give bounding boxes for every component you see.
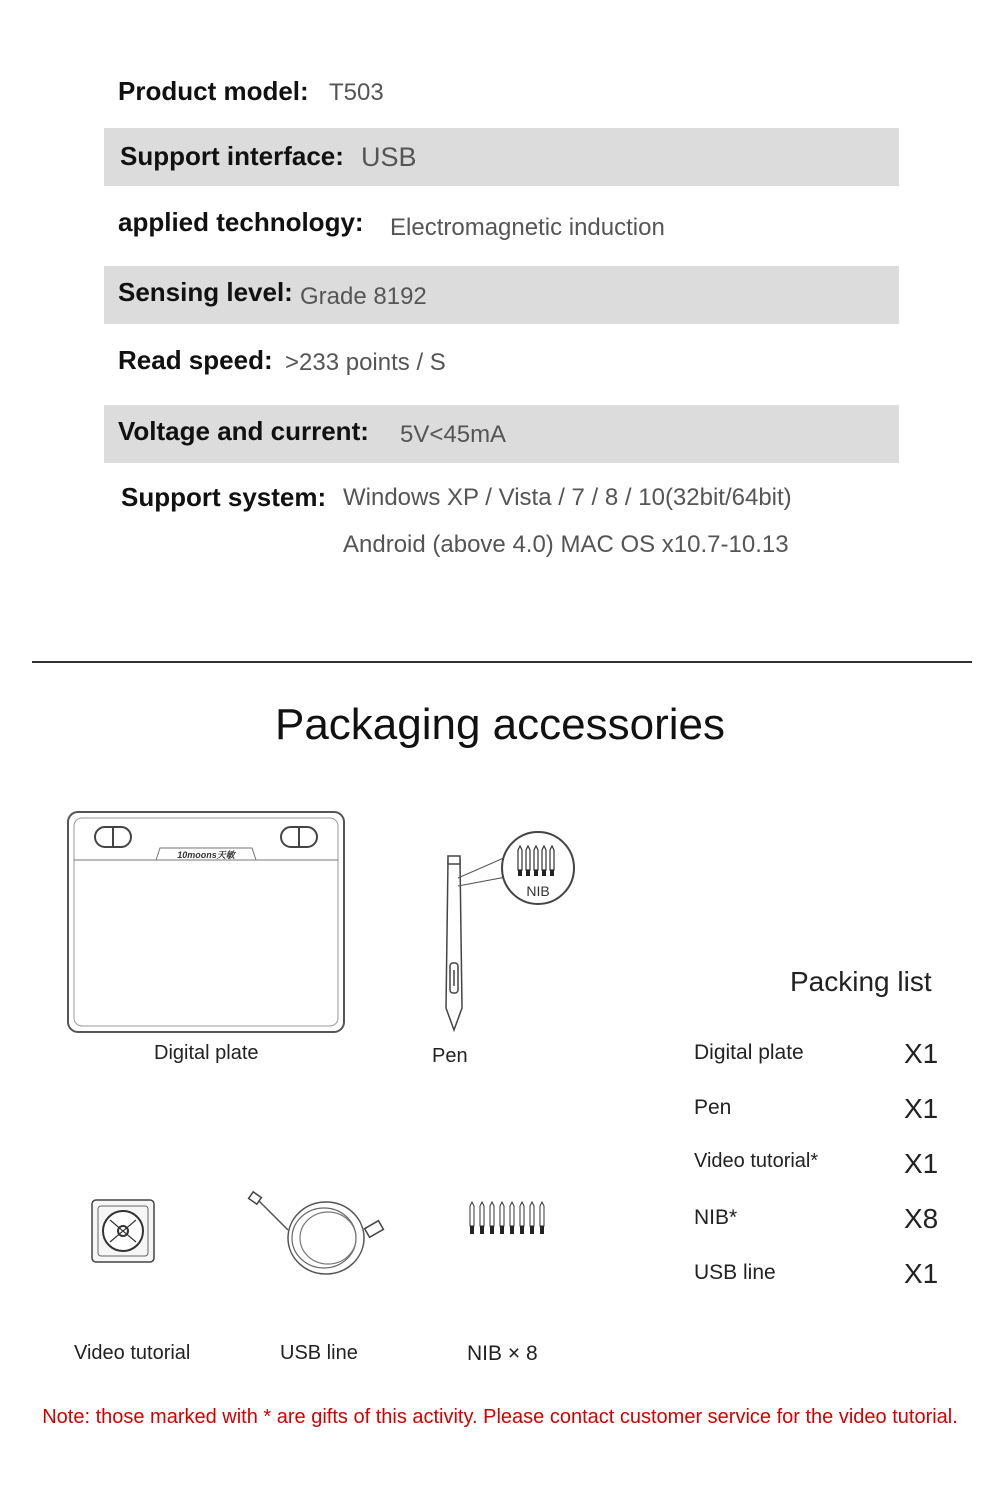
spec-value-system: Windows XP / Vista / 7 / 8 / 10(32bit/64bit) xyxy=(343,484,792,511)
spec-label-system: Support system: xyxy=(121,482,327,512)
nib-set-image xyxy=(468,1200,546,1236)
spec-label-voltage: Voltage and current: xyxy=(118,416,369,446)
packing-item-name: NIB* xyxy=(694,1206,738,1229)
spec-label-speed: Read speed: xyxy=(118,345,273,375)
spec-label-technology: applied technology: xyxy=(118,207,364,237)
packing-item-qty: X1 xyxy=(904,1038,939,1069)
usb-line-image xyxy=(248,1190,388,1280)
spec-value-sensing: Grade 8192 xyxy=(300,283,427,310)
packing-item-qty: X1 xyxy=(904,1093,939,1124)
spec-label-sensing: Sensing level: xyxy=(118,277,293,307)
packing-item-name: Video tutorial* xyxy=(694,1150,819,1172)
spec-value-technology: Electromagnetic induction xyxy=(390,214,665,241)
caption-pen: Pen xyxy=(432,1045,468,1067)
packing-item-qty: X8 xyxy=(904,1203,939,1234)
packing-list-title: Packing list xyxy=(790,966,932,997)
packing-item-qty: X1 xyxy=(904,1148,939,1179)
spec-value-interface: USB xyxy=(361,142,417,172)
tablet-brand-logo: 10moons天敏 xyxy=(177,850,235,860)
section-title: Packaging accessories xyxy=(274,700,725,749)
spec-label-interface: Support interface: xyxy=(120,141,344,171)
caption-digital-plate: Digital plate xyxy=(154,1042,259,1064)
pen-image xyxy=(440,828,580,1033)
video-tutorial-image xyxy=(90,1198,158,1266)
caption-video-tutorial: Video tutorial xyxy=(74,1342,191,1364)
caption-usb-line: USB line xyxy=(280,1342,358,1364)
digital-plate-image xyxy=(66,810,348,1035)
gift-note: Note: those marked with * are gifts of this activity. Please contact customer service for the video tutorial. xyxy=(42,1406,958,1428)
spec-label-model: Product model: xyxy=(118,76,309,106)
packing-item-name: Pen xyxy=(694,1096,732,1119)
section-divider xyxy=(32,661,972,663)
packing-item-name: USB line xyxy=(694,1261,776,1284)
packing-item-qty: X1 xyxy=(904,1258,939,1289)
spec-value-system-2: Android (above 4.0) MAC OS x10.7-10.13 xyxy=(343,531,789,558)
nib-callout-label: NIB xyxy=(526,883,550,899)
caption-nib: NIB × 8 xyxy=(467,1342,538,1365)
spec-value-speed: >233 points / S xyxy=(285,349,446,376)
spec-value-voltage: 5V<45mA xyxy=(400,421,507,448)
spec-value-model: T503 xyxy=(329,79,384,106)
packing-item-name: Digital plate xyxy=(694,1041,804,1064)
